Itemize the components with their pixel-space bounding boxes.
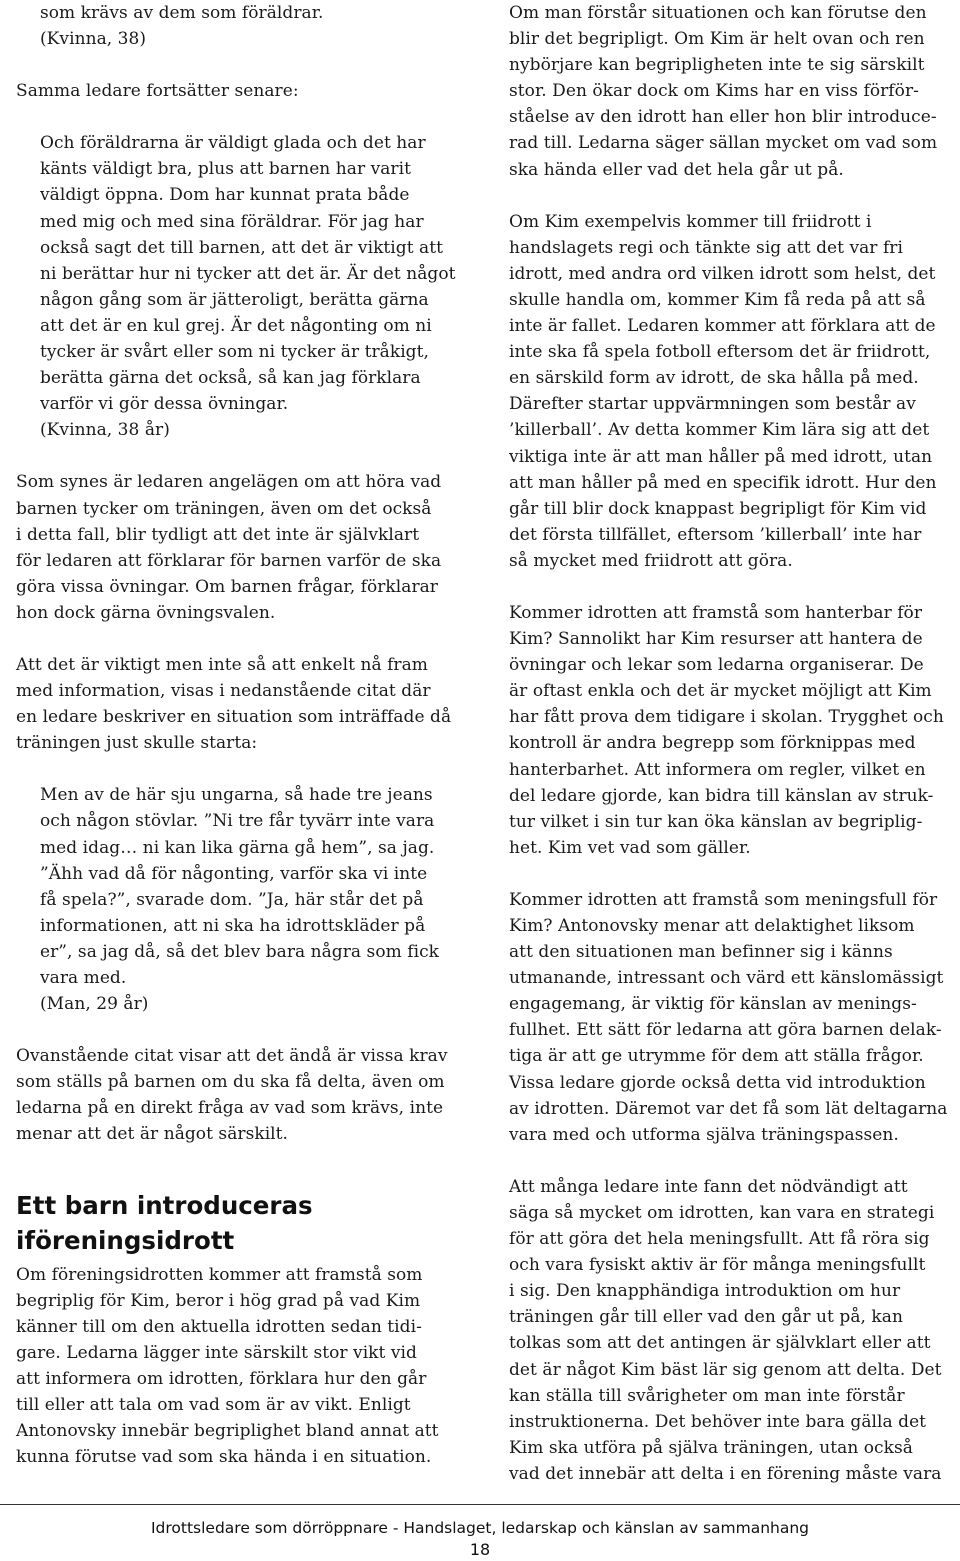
heading-line: föreningsidrott [24, 1225, 235, 1255]
text-line: Och föräldrarna är väldigt glada och det har [40, 133, 426, 154]
text-line: Kim? Sannolikt har Kim resurser att hantera de [509, 629, 923, 650]
text-line: träningen just skulle starta: [16, 733, 258, 754]
text-line: varför vi gör dessa övningar. [40, 394, 289, 415]
paragraph-gap [16, 52, 466, 78]
paragraph [16, 1262, 466, 1471]
text-line: instruktionerna. Det behöver inte bara gälla det [509, 1411, 927, 1432]
text-line: tycker är svårt eller som ni tycker är tråkigt, [40, 342, 429, 363]
text-line: ”Ähh vad då för någonting, varför ska vi inte [40, 863, 428, 884]
text-line: Att det är viktigt men inte så att enkelt nå fram [16, 654, 428, 675]
text-line: viktiga inte är att man håller på med idrott, utan [509, 446, 933, 467]
text-line: säga så mycket om idrotten, kan vara en strategi [509, 1202, 935, 1223]
text-line: inte ska få spela fotboll eftersom det är friidrott, [509, 342, 931, 363]
text-line: att den situationen man befinner sig i känns [509, 942, 893, 963]
paragraph [509, 0, 957, 183]
text-line: Men av de här sju ungarna, så hade tre jeans [40, 785, 433, 806]
text-line: idrott, med andra ord vilken idrott som helst, det [509, 263, 936, 284]
paragraph-gap [509, 183, 957, 209]
text-line: gare. Ledarna lägger inte särskilt stor vikt vid [16, 1342, 417, 1363]
text-line: tolkas som att det antingen är självklart eller att [509, 1333, 931, 1354]
text-line: (Man, 29 år) [40, 994, 149, 1015]
text-line: som krävs av dem som föräldrar. [40, 3, 324, 23]
text-line: Ovanstående citat visar att det ändå är vissa krav [16, 1046, 448, 1067]
paragraph-gap [509, 861, 957, 887]
paragraph [509, 209, 957, 574]
text-line: ’killerball’. Av detta kommer Kim lära sig att det [509, 420, 930, 441]
text-line: nybörjare kan begripligheten inte te sig särskilt [509, 55, 925, 76]
text-line: att man håller på med en specifik idrott. Hur den [509, 472, 937, 493]
text-line: ståelse av den idrott han eller hon blir introduce- [509, 107, 937, 128]
text-line: handslagets regi och tänkte sig att det var fri [509, 237, 903, 258]
paragraph-gap [16, 443, 466, 469]
paragraph [16, 1043, 466, 1147]
text-line: det första tillfället, eftersom ’killerball’ inte har [509, 524, 922, 545]
text-line: att det är en kul grej. Är det någonting om ni [40, 315, 432, 336]
text-line: blir det begripligt. Om Kim är helt ovan och ren [509, 29, 925, 50]
text-line: (Kvinna, 38) [40, 29, 147, 50]
block-quote [16, 0, 466, 52]
text-line: för att göra det hela meningsfullt. Att få röra sig [509, 1229, 930, 1250]
paragraph [509, 1174, 957, 1487]
text-line: och vara fysiskt aktiv är för många meningsfullt [509, 1255, 926, 1276]
text-line: i detta fall, blir tydligt att det inte är självklart [16, 524, 420, 545]
text-line: skulle handla om, kommer Kim få reda på att så [509, 289, 926, 310]
text-line: hanterbarhet. Att informera om regler, vilket en [509, 759, 926, 780]
text-line: så mycket med friidrott att göra. [509, 550, 793, 571]
paragraph [509, 887, 957, 1148]
text-line: Antonovsky innebär begriplighet bland annat att [16, 1421, 439, 1442]
text-line: också sagt det till barnen, att det är viktigt att [40, 237, 444, 258]
text-line: Kommer idrotten att framstå som hanterbar för [509, 602, 923, 623]
text-line: ni berättar hur ni tycker att det är. Är det något [40, 263, 456, 284]
text-line: rad till. Ledarna säger sällan mycket om vad som [509, 133, 938, 154]
text-line: berätta gärna det också, så kan jag förklara [40, 368, 421, 389]
text-line: engagemang, är viktig för känslan av menings- [509, 994, 917, 1015]
section-heading [16, 1188, 466, 1258]
text-line: träningen går till eller vad den går ut på, kan [509, 1307, 903, 1328]
text-line: som ställs på barnen om du ska få delta, även om [16, 1072, 445, 1093]
text-line: er”, sa jag då, så det blev bara några som fick [40, 941, 439, 962]
text-line: Om föreningsidrotten kommer att framstå som [16, 1264, 423, 1285]
text-line: begriplig för Kim, beror i hög grad på vad Kim [16, 1290, 421, 1311]
paragraph [509, 600, 957, 861]
paragraph-gap [509, 1148, 957, 1174]
text-line: känner till om den aktuella idrotten sedan tidi- [16, 1316, 422, 1337]
text-line: för ledaren att förklarar för barnen varför de ska [16, 550, 442, 571]
text-line: Samma ledare fortsätter senare: [16, 81, 299, 102]
text-line: Därefter startar uppvärmningen som består av [509, 394, 916, 415]
text-line: en ledare beskriver en situation som inträffade då [16, 707, 452, 728]
paragraph-gap [16, 1017, 466, 1043]
text-line: väldigt öppna. Dom har kunnat prata både [40, 185, 410, 206]
text-line: till eller att tala om vad som är av vikt. Enligt [16, 1395, 411, 1416]
page-number: 18 [469, 1540, 491, 1559]
text-line: het. Kim vet vad som gäller. [509, 837, 751, 858]
text-line: Kim? Antonovsky menar att delaktighet liksom [509, 916, 915, 936]
text-line: det är något Kim bäst lär sig genom att delta. Det [509, 1359, 942, 1380]
text-line: kontroll är andra begrepp som förknippas med [509, 733, 916, 754]
text-line: med mig och med sina föräldrar. För jag har [40, 211, 424, 232]
paragraph-gap [16, 1148, 466, 1188]
right-column [509, 0, 957, 1487]
text-line: utmanande, intressant och värd ett känslomässigt [509, 968, 944, 989]
text-line: är oftast enkla och det är mycket möjligt att Kim [509, 681, 932, 702]
text-line: ska hända eller vad det hela går ut på. [509, 159, 844, 180]
paragraph [16, 652, 466, 756]
text-line: har fått prova dem tidigare i skolan. Trygghet och [509, 707, 944, 728]
text-line: Kim ska utföra på själva träningen, utan också [509, 1437, 913, 1458]
text-line: i sig. Den knapphändiga introduktion om hur [509, 1281, 901, 1302]
paragraph-gap [16, 626, 466, 652]
text-line: Vissa ledare gjorde också detta vid introduktion [509, 1072, 926, 1093]
text-line: kan ställa till svårigheter om man inte förstår [509, 1385, 905, 1406]
text-line: vara med och utforma själva träningspassen. [509, 1124, 899, 1145]
text-line: informationen, att ni ska ha idrottskläder på [40, 915, 426, 936]
paragraph [16, 78, 466, 104]
text-line: tur vilket i sin tur kan öka känslan av begriplig- [509, 811, 923, 832]
text-line: hon dock gärna övningsvalen. [16, 602, 276, 623]
text-line: ledarna på en direkt fråga av vad som krävs, inte [16, 1098, 444, 1119]
heading-line: Ett barn introduceras i [16, 1190, 313, 1255]
text-line: går till blir dock knappast begripligt för Kim vid [509, 498, 927, 519]
text-line: göra vissa övningar. Om barnen frågar, förklarar [16, 576, 438, 597]
left-column [16, 0, 466, 1470]
text-line: inte är fallet. Ledaren kommer att förklara att de [509, 316, 936, 337]
block-quote [16, 782, 466, 1017]
text-line: barnen tycker om träningen, även om det också [16, 498, 432, 519]
text-line: att informera om idrotten, förklara hur den går [16, 1368, 427, 1389]
text-line: (Kvinna, 38 år) [40, 420, 170, 441]
footer-divider [0, 1504, 960, 1505]
text-line: Om Kim exempelvis kommer till friidrott i [509, 211, 872, 232]
text-line: en särskild form av idrott, de ska hålla på med. [509, 368, 919, 389]
text-line: och någon stövlar. ”Ni tre får tyvärr inte vara [40, 811, 435, 832]
text-line: Om man förstår situationen och kan förutse den [509, 3, 927, 23]
text-line: känts väldigt bra, plus att barnen har varit [40, 159, 411, 180]
text-line: Att många ledare inte fann det nödvändigt att [509, 1176, 908, 1197]
text-line: del ledare gjorde, kan bidra till känslan av struk- [509, 785, 934, 806]
text-line: Kommer idrotten att framstå som meningsfull för [509, 889, 938, 910]
text-line: vad det innebär att delta i en förening måste vara [509, 1463, 942, 1484]
text-line: av idrotten. Däremot var det få som lät deltagarna [509, 1098, 948, 1119]
paragraph-gap [16, 104, 466, 130]
block-quote [16, 130, 466, 443]
paragraph-gap [16, 756, 466, 782]
text-line: med information, visas i nedanstående citat där [16, 681, 431, 702]
text-line: Som synes är ledaren angelägen om att höra vad [16, 472, 442, 493]
text-line: fullhet. Ett sätt för ledarna att göra barnen delak- [509, 1020, 942, 1041]
text-line: kunna förutse vad som ska hända i en situation. [16, 1447, 432, 1468]
text-line: någon gång som är jätteroligt, berätta gärna [40, 289, 429, 310]
text-line: stor. Den ökar dock om Kims har en viss förför- [509, 81, 919, 102]
paragraph-gap [509, 574, 957, 600]
text-line: tiga är att ge utrymme för dem att ställa frågor. [509, 1046, 924, 1067]
text-line: med idag… ni kan lika gärna gå hem”, sa jag. [40, 837, 435, 858]
text-line: vara med. [40, 968, 127, 988]
footer-title: Idrottsledare som dörröppnare - Handslaget, ledarskap och känslan av sammanhang [150, 1519, 810, 1537]
paragraph [16, 469, 466, 626]
text-line: menar att det är något särskilt. [16, 1124, 288, 1145]
text-line: övningar och lekar som ledarna organiserar. De [509, 655, 924, 676]
text-line: få spela?”, svarade dom. ”Ja, här står det på [40, 889, 424, 910]
